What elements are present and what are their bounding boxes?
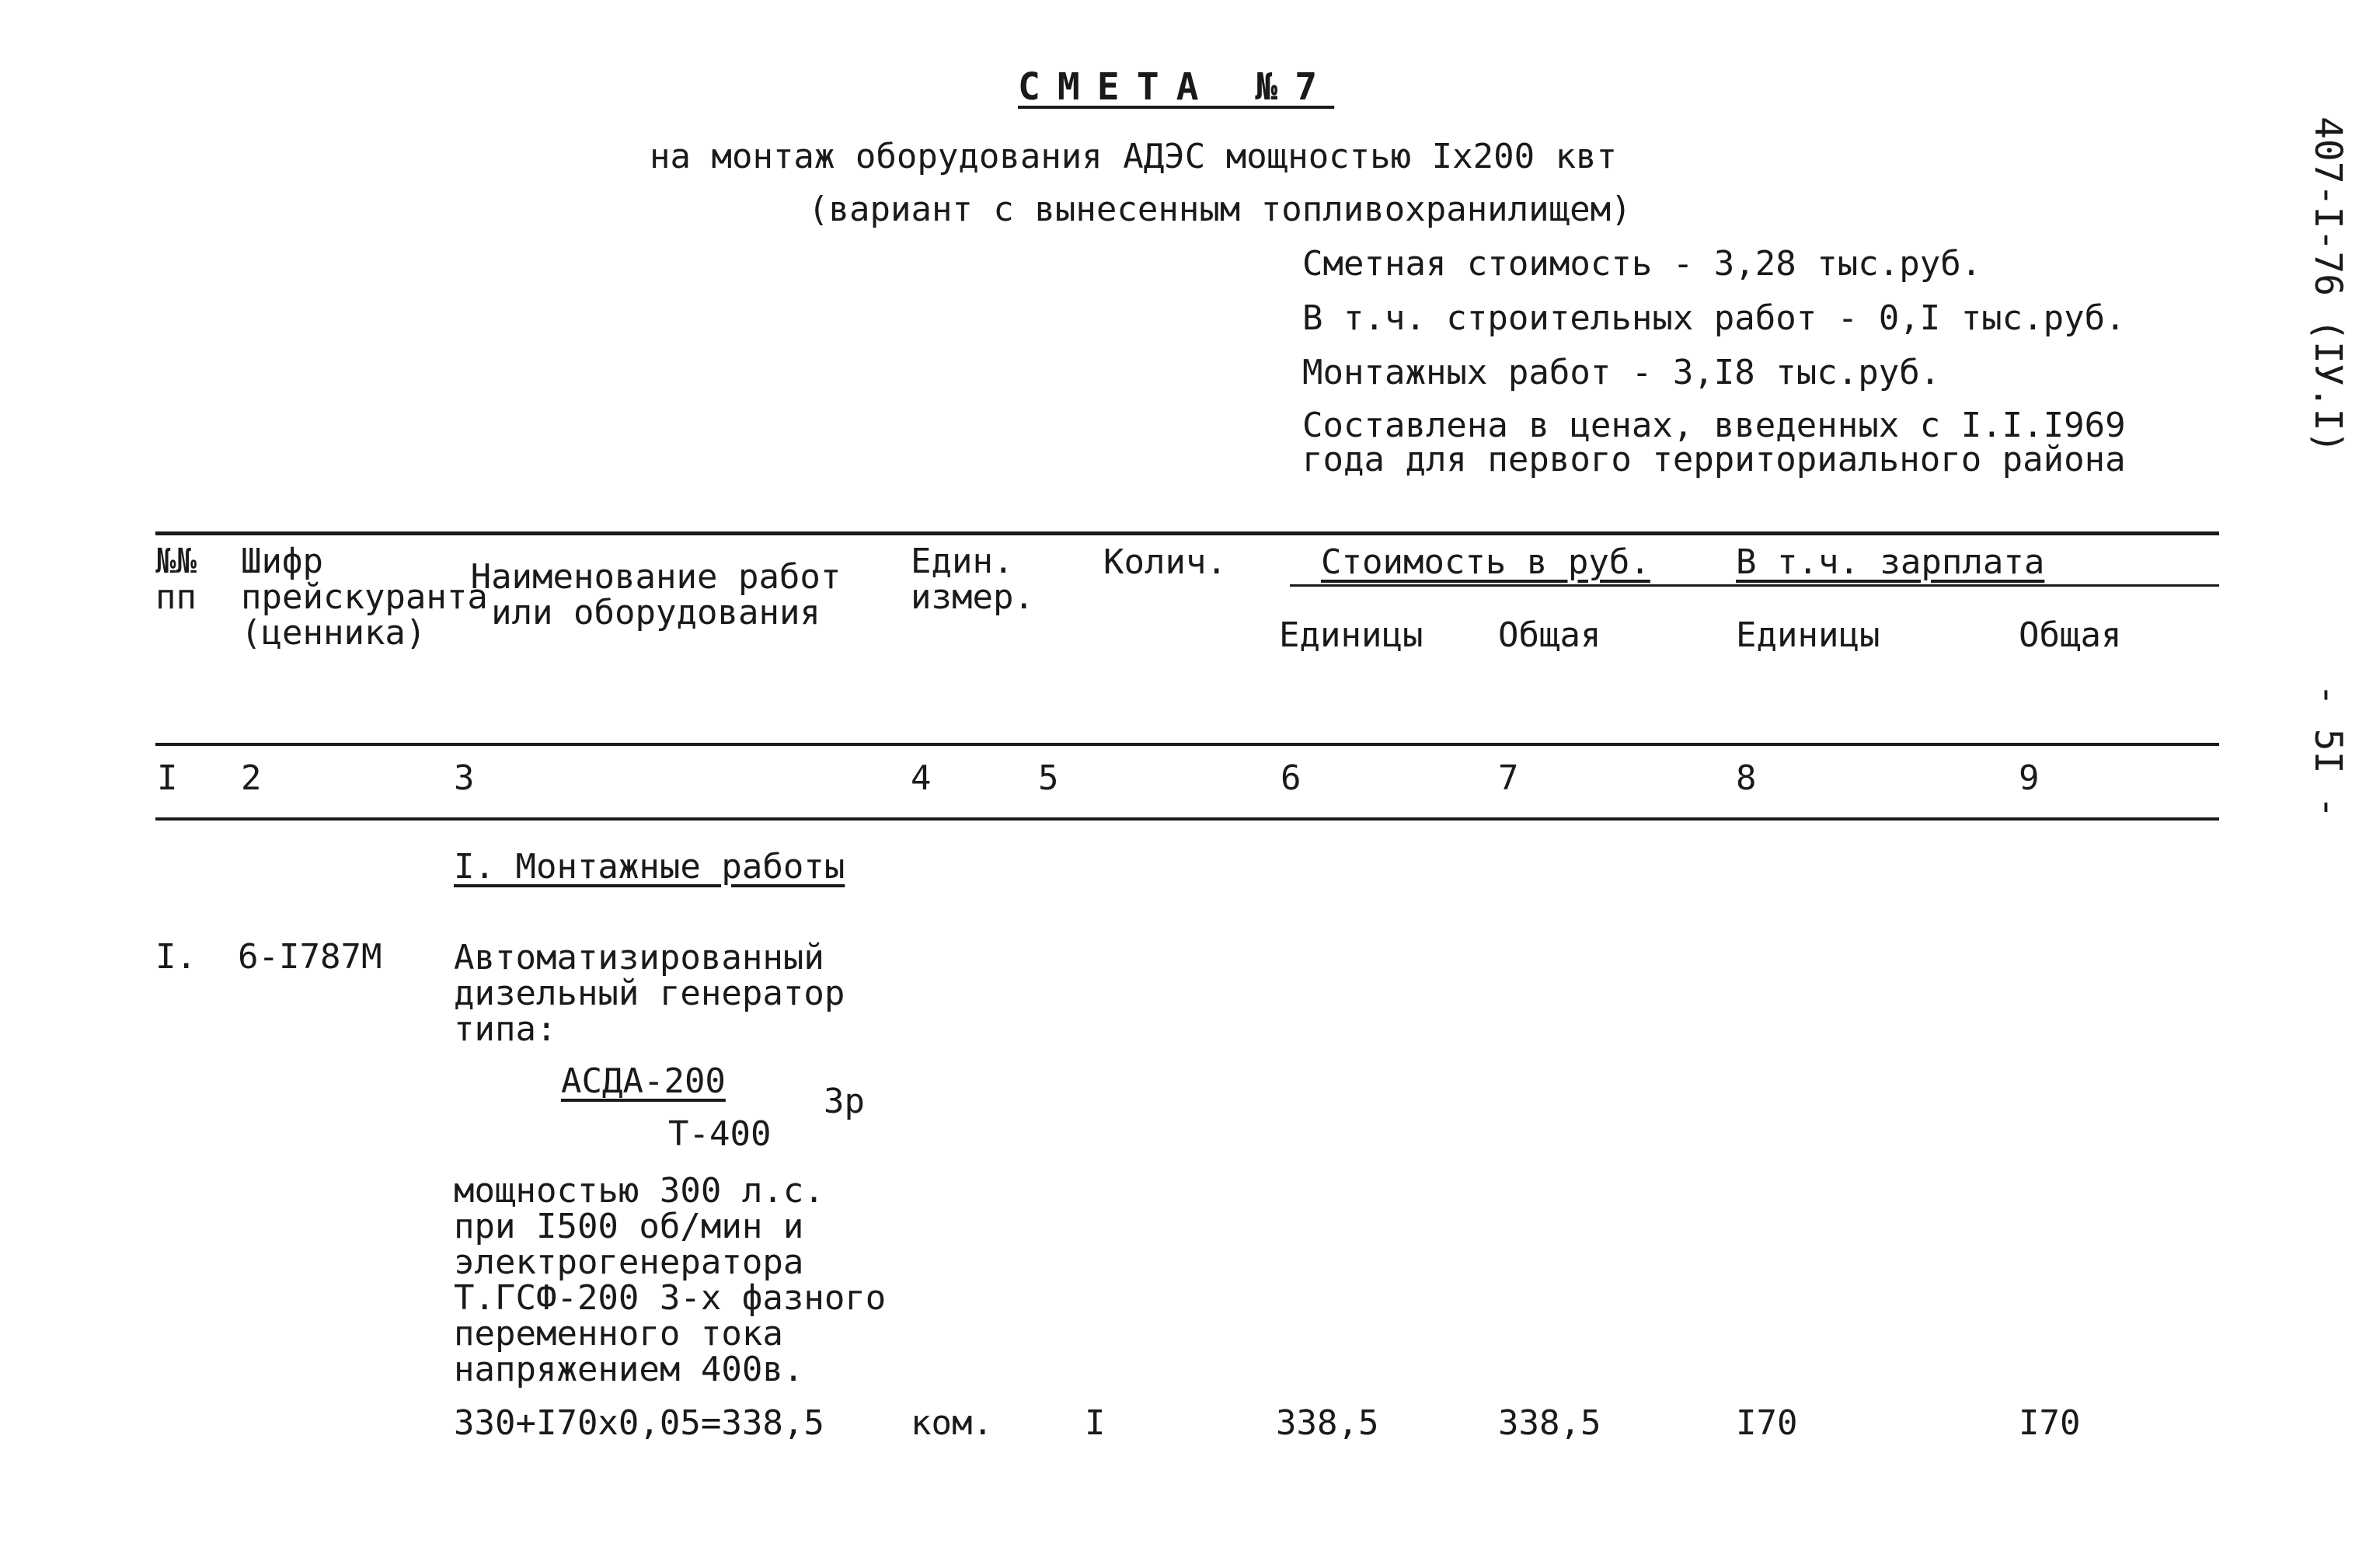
page-number-label: - 5I - (2306, 684, 2350, 819)
column-header-cost-total: Общая (1498, 615, 1601, 655)
cost-installation-line: Монтажных работ - 3,I8 тыс.руб. (1302, 353, 1941, 392)
table-number-rule (155, 817, 2219, 821)
document-title: СМЕТА №7 (1018, 65, 1335, 109)
column-header-wage-group: В т.ч. зарплата (1736, 542, 2045, 582)
row-description-part1: Автоматизированный дизельный генератор типа: (454, 938, 845, 1049)
prices-line-1: Составлена в ценах, введенных с I.I.I969 (1302, 406, 2126, 445)
column-number: I (157, 758, 178, 798)
row-model-sub: Т-400 (668, 1114, 772, 1154)
cost-total-line: Сметная стоимость - 3,28 тыс.руб. (1302, 244, 1982, 284)
row-calculation: 330+I70х0,05=338,5 (454, 1403, 824, 1443)
row-number: I. (155, 937, 197, 977)
column-header-qty: Колич. (1103, 542, 1227, 582)
column-header-name: Наименование работ или оборудования (470, 557, 842, 632)
row-wage-total: I70 (2019, 1403, 2081, 1443)
row-wage-unit: I70 (1736, 1403, 1798, 1443)
column-number: 4 (911, 758, 932, 798)
row-quantity: I (1085, 1403, 1106, 1443)
row-unit: ком. (911, 1403, 993, 1443)
row-cost-unit: 338,5 (1276, 1403, 1379, 1443)
column-number: 5 (1038, 758, 1059, 798)
column-header-wage-total: Общая (2019, 615, 2122, 655)
prices-line-2: года для первого территориального района (1302, 440, 2126, 479)
column-header-wage-unit: Единицы (1736, 615, 1880, 655)
row-model: АСДА-200 (561, 1061, 726, 1101)
column-number: 2 (241, 758, 262, 798)
row-description-part2: мощностью 300 л.с. при I500 об/мин и электрогенератора Т.ГСФ-200 3-х фазного переменного тока напряжением 400в. (454, 1171, 887, 1389)
column-number: 6 (1281, 758, 1301, 798)
column-header-code: Шифр прейскуранта (ценника) (241, 542, 488, 653)
section-title: I. Монтажные работы (454, 847, 845, 887)
column-header-num: №№ пп (155, 542, 197, 617)
row-price-code: 6-I787М (238, 937, 382, 977)
column-header-unit: Един. измер. (911, 542, 1034, 617)
column-number: 8 (1736, 758, 1757, 798)
document-subtitle: на монтаж оборудования АДЭС мощностью Iх200 квт (650, 137, 1618, 176)
row-cost-total: 338,5 (1498, 1403, 1601, 1443)
document-variant: (вариант с вынесенным топливохранилищем) (808, 190, 1632, 229)
column-header-cost-group: Стоимость в руб. (1321, 542, 1650, 582)
table-header-rule (155, 743, 2219, 746)
table-group-rule (1290, 584, 2219, 587)
column-number: 9 (2019, 758, 2040, 798)
column-header-cost-unit: Единицы (1279, 615, 1423, 655)
column-number: 3 (454, 758, 475, 798)
cost-construction-line: В т.ч. строительных работ - 0,I тыс.руб. (1302, 298, 2126, 338)
column-number: 7 (1498, 758, 1519, 798)
row-model-suffix: 3р (824, 1082, 865, 1121)
document-code-label: 407-I-76 (IУ.I) (2306, 117, 2350, 454)
table-top-rule (155, 531, 2219, 535)
